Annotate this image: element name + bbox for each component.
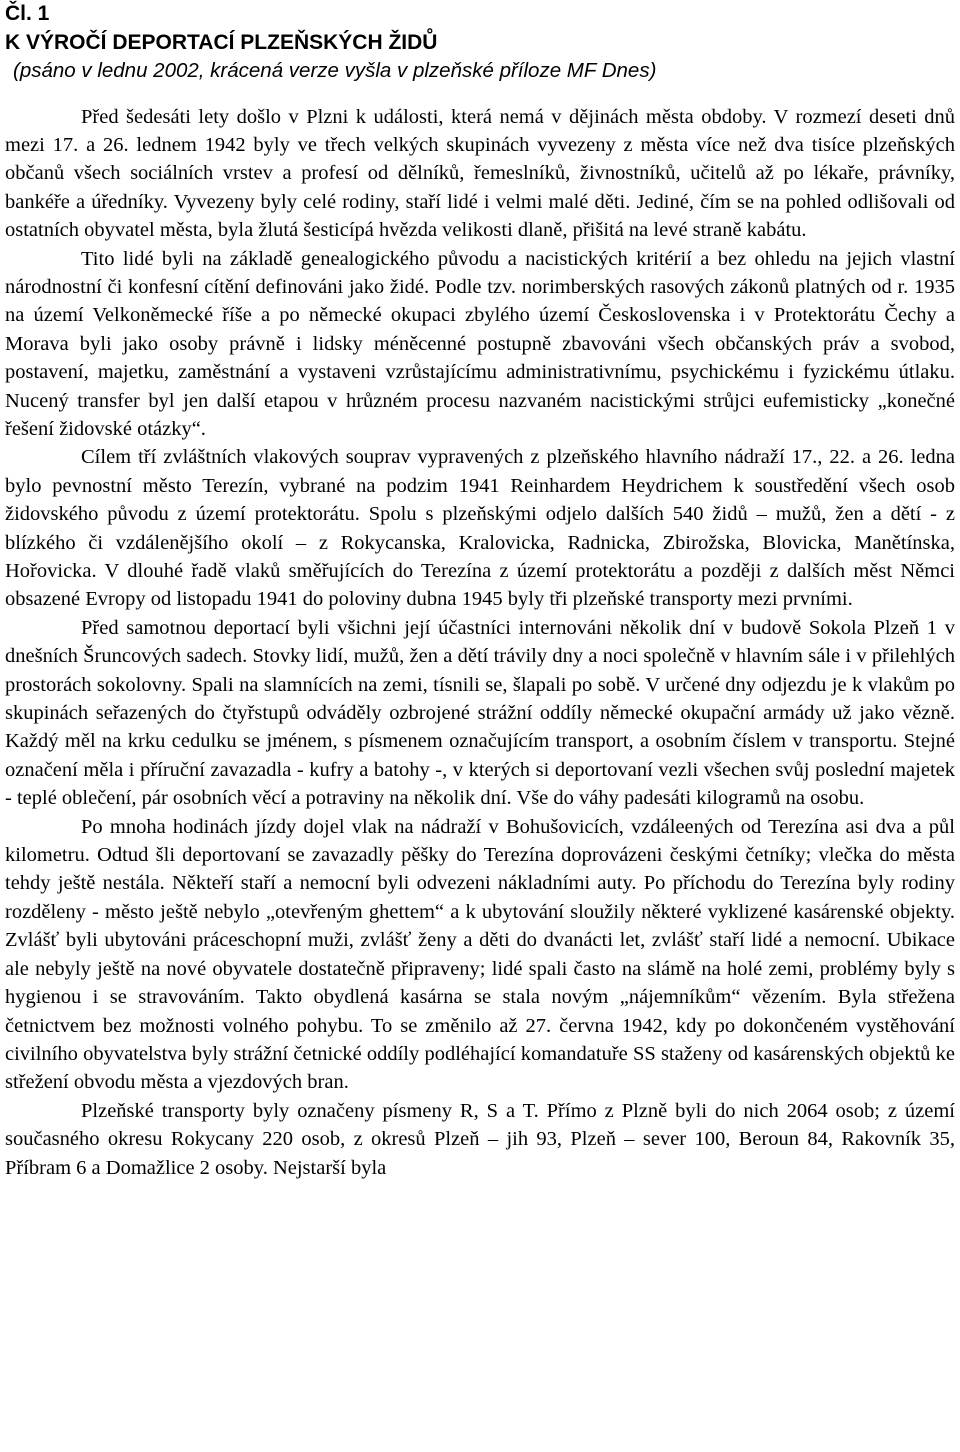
paragraph-4: Před samotnou deportací byli všichni její účastníci internováni několik dní v budově Sokola Plzeň 1 v dnešních Šruncových sadech. Stovky lidí, mužů, žen a dětí trávily dny a noci společně v hlavním sále i v přilehlých prostorách sokolovny. Spali na slamnících na zemi, tísnili se, šlapali po sobě. V určené dny odjezdu je k vlakům po skupinách seřazených do čtyřstupů odváděly ozbrojené strážní oddíly německé okupační armády už jako vězně. Každý měl na krku cedulku se jménem, s písmenem označujícím transport, a osobním číslem v transportu. Stejné označení měla i příruční zavazadla - kufry a batohy -, v kterých si deportovaní vezli všechen svůj poslední majetek - teplé oblečení, pár osobních věcí a potraviny na několik dní. Vše do váhy padesáti kilogramů na osobu. <box>5 616 955 810</box>
document-subtitle: (psáno v lednu 2002, krácená verze vyšla v plzeňské příloze MF Dnes) <box>13 59 657 82</box>
document-heading <box>5 0 955 57</box>
paragraph-3: Cílem tří zvláštních vlakových souprav vypravených z plzeňského hlavního nádraží 17., 22. a 26. ledna bylo pevnostní město Terezín, vybrané na podzim 1941 Reinhardem Heydrichem k soustředění všech osob židovského původu z území protektorátu. Spolu s plzeňskými odjelo dalších 540 židů – mužů, žen a dětí - z blízkého či vzdálenějšího okolí – z Rokycanska, Kralovicka, Radnicka, Zbirožska, Blovicka, Manětínska, Hořovicka. V dlouhé řadě vlaků směřujících do Terezína z území protektorátu a později z dalších měst Němci obsazené Evropy od listopadu 1941 do poloviny dubna 1945 byly tři plzeňské transporty mezi prvními. <box>5 446 955 611</box>
paragraph-2: Tito lidé byli na základě genealogického původu a nacistických kritérií a bez ohledu na jejich vlastní národnostní či konfesní cítění definováni jako židé. Podle tzv. norimberských rasových zákonů platných od r. 1935 na území Velkoněmecké říše a po německé okupaci zbylého území Československa i v Protektorátu Čechy a Morava byli jako osoby právně i lidsky méněcenné postupně zbavováni všech občanských práv a svobod, postavení, majetku, zaměstnání a vystaveni vzrůstajícímu administrativnímu, psychickému i fyzickému útlaku. Nucený transfer byl jen další etapou v hrůzném procesu nazvaném nacistickými strůjci eufemisticky „konečné řešení židovské otázky“. <box>5 247 955 440</box>
article-body <box>5 103 955 1182</box>
document-page <box>5 0 955 1182</box>
paragraph-5: Po mnoha hodinách jízdy dojel vlak na nádraží v Bohušovicích, vzdáleených od Terezína asi dva a půl kilometru. Odtud šli deportovaní se zavazadly pěšky do Terezína doprovázeni českými četníky; vlečka do města tehdy ještě nestála. Někteří staří a nemocní byli odvezeni nákladními auty. Po příchodu do Terezína byly rodiny rozděleny - město ještě nebylo „otevřeným ghettem“ a k ubytování sloužily některé vyklizené kasárenské objekty. Zvlášť byli ubytováni práceschopní muži, zvlášť ženy a děti do dvanácti let, zvlášť staří lidé a nemocní. Ubikace ale nebyly ještě na nové obyvatele dostatečně připraveny; lidé spali často na slámě na holé zemi, problémy byly s hygienou i se stravováním. Takto obydlená kasárna se stala novým „nájemníkům“ vězením. Byla střežena četnictvem bez možnosti volného pohybu. To se změnilo až 27. června 1942, kdy po dokončeném vystěhování civilního obyvatelstva byly strážní četnické oddíly podléhající komandatuře SS staženy od kasárenských objektů ke střežení obvodu města a vjezdových bran. <box>5 815 955 1094</box>
chapter-label: Čl. 1 <box>5 2 50 25</box>
document-title: K VÝROČÍ DEPORTACÍ PLZEŇSKÝCH ŽIDŮ <box>5 30 438 54</box>
paragraph-6: Plzeňské transporty byly označeny písmeny R, S a T. Přímo z Plzně byli do nich 2064 osob; z území současného okresu Rokycany 220 osob, z okresů Plzeň – jih 93, Plzeň – sever 100, Beroun 84, Rakovník 35, Příbram 6 a Domažlice 2 osoby. Nejstarší byla <box>5 1099 955 1179</box>
paragraph-1: Před šedesáti lety došlo v Plzni k události, která nemá v dějinách města obdoby. V rozmezí deseti dnů mezi 17. a 26. lednem 1942 byly ve třech velkých skupinách vyvezeny z města více než dva tisíce plzeňských občanů všech sociálních vrstev a profesí od dělníků, řemeslníků, živnostníků, učitelů až po lékaře, právníky, bankéře a úředníky. Vyvezeny byly celé rodiny, staří lidé i velmi malé děti. Jediné, čím se na pohled odlišovali od ostatních obyvatel města, byla žlutá šesticípá hvězda velikosti dlaně, přišitá na levé straně kabátu. <box>5 105 955 242</box>
